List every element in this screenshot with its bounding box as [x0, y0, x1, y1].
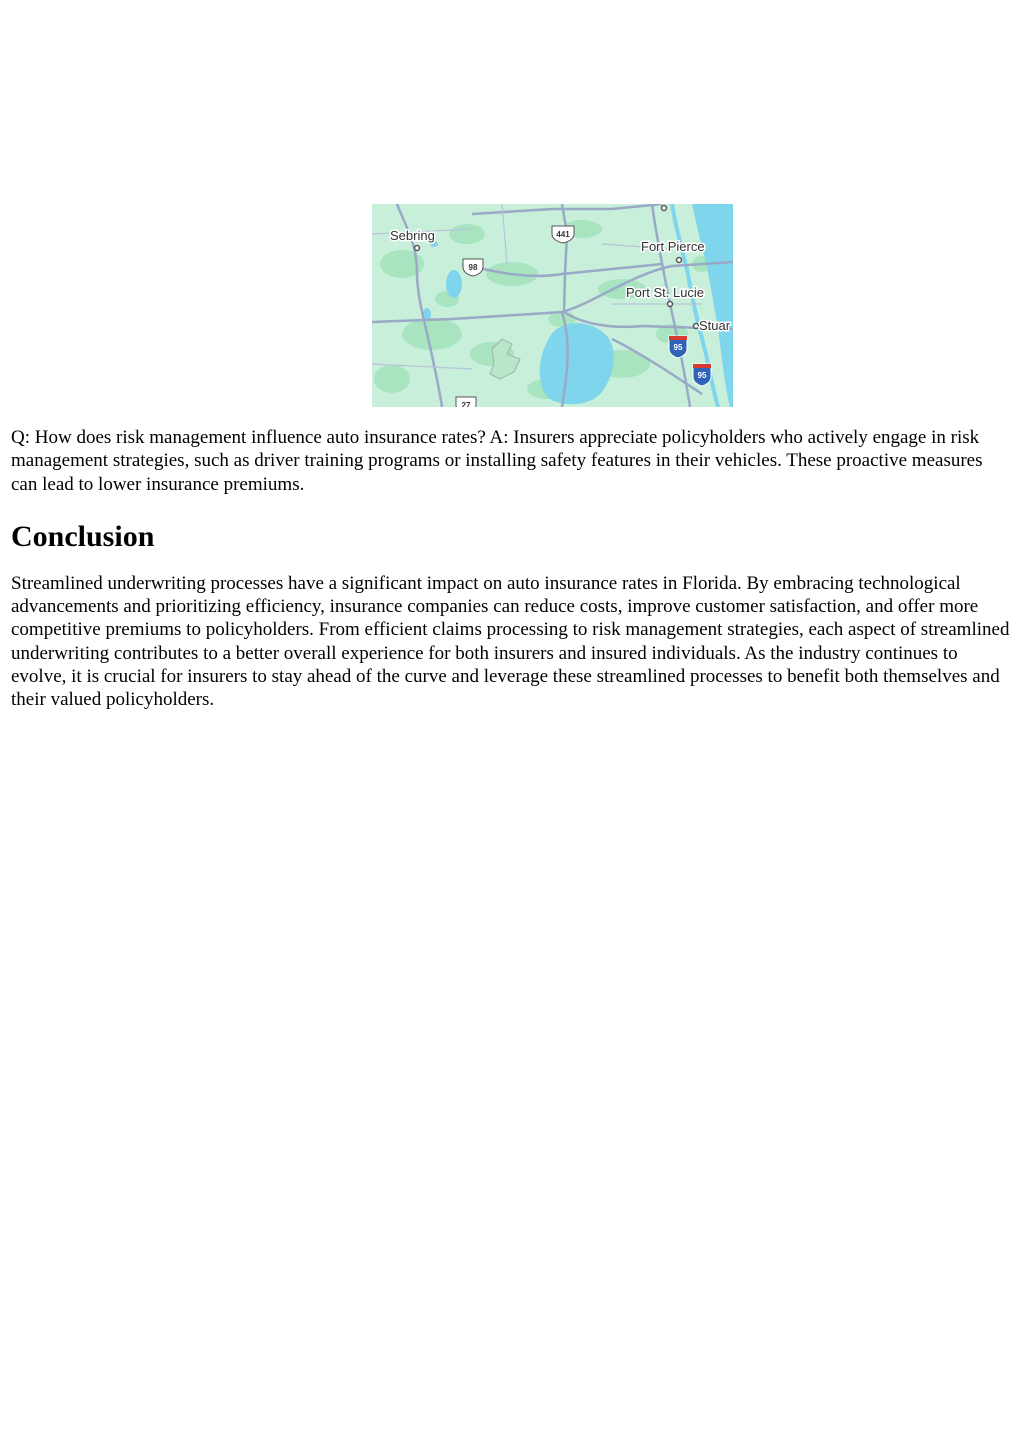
- us-98-shield-label: 98: [468, 263, 478, 272]
- map-graphic: [372, 204, 733, 407]
- map-label-sebring: Sebring: [390, 228, 435, 243]
- map-image: [372, 204, 733, 407]
- map-label-fort-pierce: Fort Pierce: [641, 239, 705, 254]
- us-27-shield-label: 27: [461, 401, 471, 407]
- interstate-95-shield-icon: [669, 336, 687, 358]
- map-label-stuart: Stuar: [699, 318, 731, 333]
- interstate-95-shield-icon: [693, 364, 711, 386]
- us-27-shield-icon: [456, 397, 476, 407]
- interstate-95-label-b: 95: [697, 371, 707, 380]
- faq-paragraph: Q: How does risk management influence auto insurance rates? A: Insurers appreciate policyholders who actively engage in risk management strategies, such as driver training programs or installing safety features in their vehicles. These proactive measures can lead to lower insurance premiums.: [11, 427, 983, 495]
- article-content: [11, 426, 1011, 712]
- map-label-port-st-lucie: Port St. Lucie: [626, 285, 705, 300]
- map-small-lake: [446, 270, 462, 298]
- interstate-95-label-a: 95: [673, 343, 683, 352]
- conclusion-heading: Conclusion: [11, 519, 155, 553]
- conclusion-paragraph: Streamlined underwriting processes have a significant impact on auto insurance rates in Florida. By embracing technological advancements and prioritizing efficiency, insurance companies can reduce costs, improve customer satisfaction, and offer more competitive premiums to policyholders. From efficient claims processing to risk management strategies, each aspect of streamlined underwriting contributes to a better overall experience for both insurers and insured individuals. As the industry continues to evolve, it is crucial for insurers to stay ahead of the curve and leverage these streamlined processes to benefit both themselves and their valued policyholders.: [11, 572, 1010, 711]
- us-98-shield-icon: [463, 259, 483, 276]
- us-441-shield-label: 441: [556, 230, 570, 239]
